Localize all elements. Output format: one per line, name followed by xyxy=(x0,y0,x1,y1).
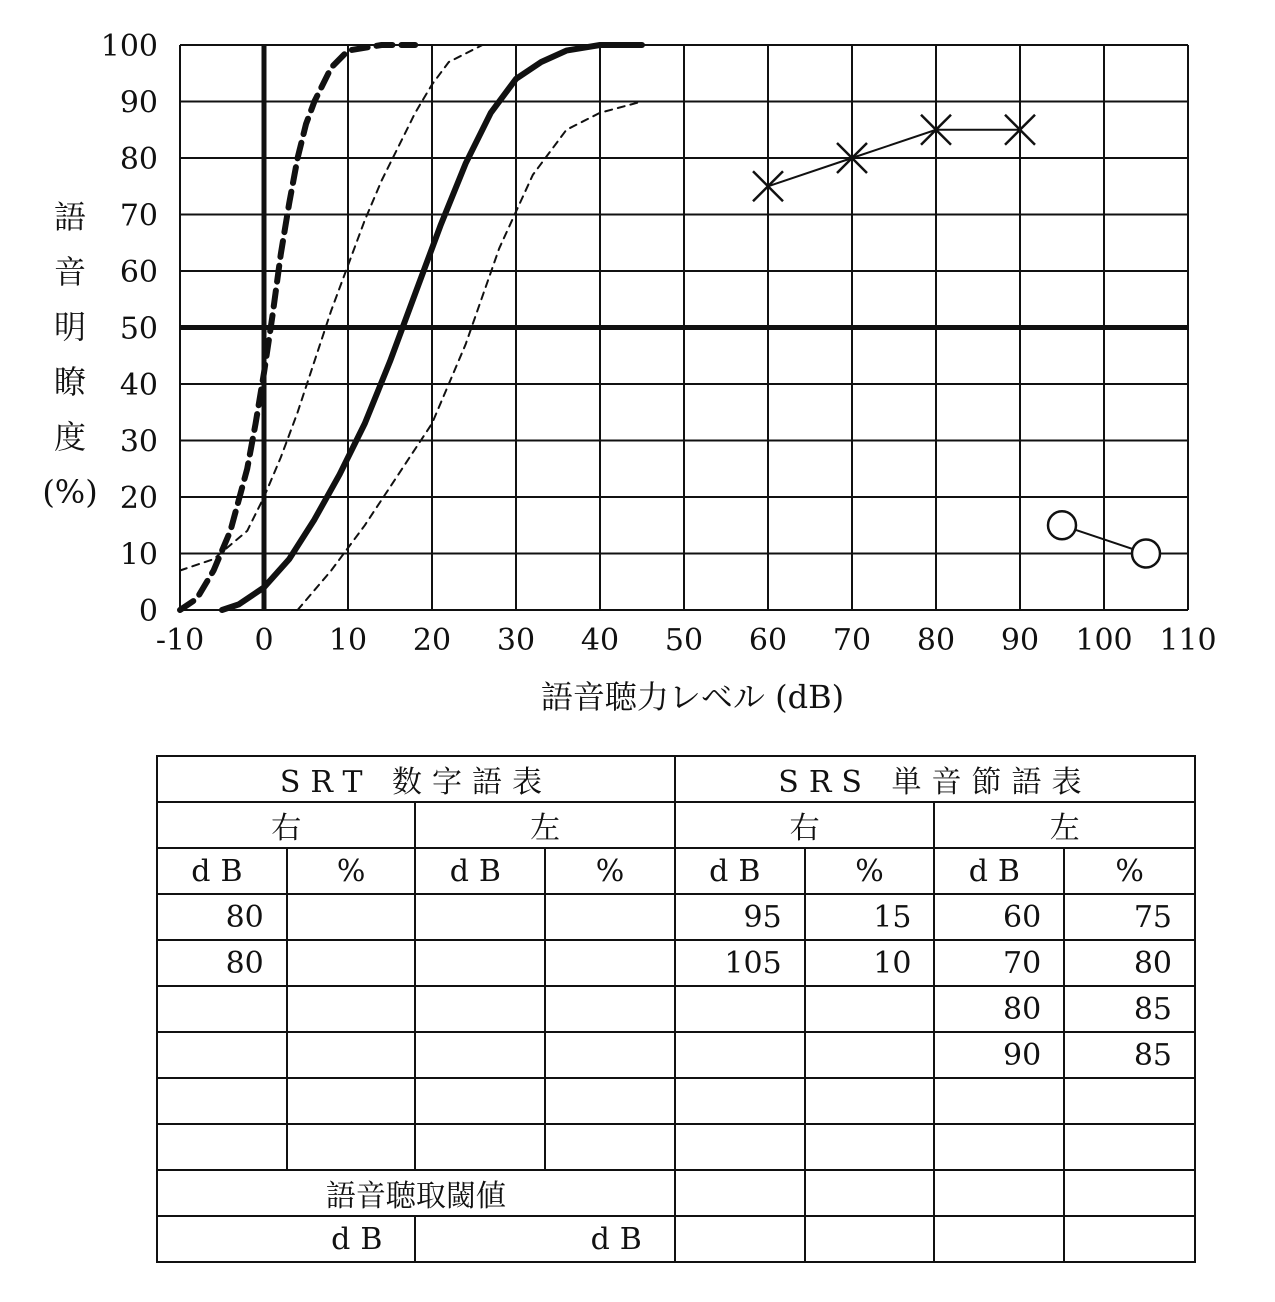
empty-cell xyxy=(934,1078,1064,1124)
table-row xyxy=(157,1216,1195,1262)
x-tick-label: 110 xyxy=(1159,623,1217,658)
srt-right-db-cell: 80 xyxy=(157,894,287,940)
threshold-left-db: dB xyxy=(415,1216,674,1262)
col-header-pct: % xyxy=(1064,848,1195,894)
table-row xyxy=(157,894,1195,940)
empty-cell xyxy=(805,986,935,1032)
x-tick-label: 30 xyxy=(496,623,536,658)
table-row xyxy=(157,1032,1195,1078)
y-tick-label: 0 xyxy=(138,594,158,629)
srs-left-db-cell: 90 xyxy=(934,1032,1064,1078)
empty-cell xyxy=(157,1078,287,1124)
empty-cell xyxy=(415,940,545,986)
srs-right-db-cell: 95 xyxy=(675,894,805,940)
empty-cell xyxy=(287,986,416,1032)
empty-cell xyxy=(157,1124,287,1170)
x-tick-label: 90 xyxy=(1000,623,1040,658)
empty-cell xyxy=(157,1032,287,1078)
x-tick-label: 20 xyxy=(412,623,452,658)
empty-cell xyxy=(934,1124,1064,1170)
results-table xyxy=(156,755,1196,1263)
y-axis-label-char: 瞭 xyxy=(53,363,86,401)
empty-cell xyxy=(805,1124,935,1170)
y-tick-label: 20 xyxy=(119,481,158,516)
empty-cell xyxy=(1064,1170,1195,1216)
empty-cell xyxy=(1064,1078,1195,1124)
table-row xyxy=(157,1078,1195,1124)
srt-left-header: 左 xyxy=(415,802,674,848)
x-tick-label: 40 xyxy=(580,623,620,658)
srs-right-pct-cell: 15 xyxy=(805,894,935,940)
srs-left-pct-cell: 85 xyxy=(1064,1032,1195,1078)
empty-cell xyxy=(415,986,545,1032)
empty-cell xyxy=(545,894,675,940)
srs-right-db-cell: 105 xyxy=(675,940,805,986)
empty-cell xyxy=(934,1216,1064,1262)
x-axis-label-wrap xyxy=(0,672,1275,718)
x-tick-label: -10 xyxy=(155,623,205,658)
table-row xyxy=(157,986,1195,1032)
srs-left-db-cell: 70 xyxy=(934,940,1064,986)
srs-left-pct-cell: 80 xyxy=(1064,940,1195,986)
empty-cell xyxy=(287,1078,416,1124)
x-tick-label: 100 xyxy=(1075,623,1133,658)
y-axis-label-char: 明 xyxy=(53,308,86,346)
empty-cell xyxy=(805,1216,935,1262)
col-header-pct: % xyxy=(805,848,935,894)
x-tick-label: 50 xyxy=(664,623,704,658)
col-header-db: dB xyxy=(415,848,545,894)
data-point-o xyxy=(1048,511,1076,539)
srs-right-header: 右 xyxy=(675,802,935,848)
empty-cell xyxy=(675,1216,805,1262)
col-header-db: dB xyxy=(934,848,1064,894)
y-tick-label: 30 xyxy=(119,424,158,460)
srt-right-header: 右 xyxy=(157,802,415,848)
x-tick-label: 60 xyxy=(748,623,788,658)
x-tick-label: 80 xyxy=(916,623,956,658)
y-tick-label: 90 xyxy=(119,85,158,121)
empty-cell xyxy=(545,940,675,986)
srs-left-db-cell: 60 xyxy=(934,894,1064,940)
threshold-right-db: dB xyxy=(157,1216,415,1262)
empty-cell xyxy=(675,1124,805,1170)
table-row xyxy=(157,1170,1195,1216)
col-header-db: dB xyxy=(157,848,287,894)
y-tick-label: 80 xyxy=(119,142,158,177)
x-tick-label: 10 xyxy=(328,623,368,658)
srs-right-pct-cell: 10 xyxy=(805,940,935,986)
threshold-label: 語音聴取閾値 xyxy=(157,1170,675,1216)
empty-cell xyxy=(675,986,805,1032)
empty-cell xyxy=(287,894,416,940)
srs-left-db-cell: 80 xyxy=(934,986,1064,1032)
empty-cell xyxy=(805,1078,935,1124)
y-tick-label: 10 xyxy=(119,537,158,573)
empty-cell xyxy=(934,1170,1064,1216)
empty-cell xyxy=(805,1170,935,1216)
empty-cell xyxy=(545,1078,675,1124)
empty-cell xyxy=(287,1124,416,1170)
data-point-o xyxy=(1132,540,1160,568)
y-tick-label: 50 xyxy=(119,311,158,347)
data-series xyxy=(753,115,1160,568)
empty-cell xyxy=(545,986,675,1032)
empty-cell xyxy=(287,1032,416,1078)
srs-left-pct-cell: 75 xyxy=(1064,894,1195,940)
x-tick-label: 70 xyxy=(832,623,872,658)
empty-cell xyxy=(415,894,545,940)
srt-right-db-cell: 80 xyxy=(157,940,287,986)
table-row xyxy=(157,1124,1195,1170)
empty-cell xyxy=(415,1032,545,1078)
col-header-db: dB xyxy=(675,848,805,894)
empty-cell xyxy=(675,1032,805,1078)
y-axis-label-char: 度 xyxy=(53,418,86,456)
table-row xyxy=(157,940,1195,986)
y-tick-label: 40 xyxy=(119,368,158,403)
y-tick-label: 100 xyxy=(100,29,158,64)
y-tick-label: 70 xyxy=(119,198,158,234)
empty-cell xyxy=(415,1078,545,1124)
srs-title: SRS 単音節語表 xyxy=(675,756,1195,802)
x-tick-label: 0 xyxy=(254,623,274,658)
empty-cell xyxy=(675,1170,805,1216)
empty-cell xyxy=(545,1032,675,1078)
srt-title: SRT 数字語表 xyxy=(157,756,675,802)
empty-cell xyxy=(545,1124,675,1170)
srs-left-header: 左 xyxy=(934,802,1195,848)
chart-grid xyxy=(180,45,1188,610)
y-axis-label-char: (%) xyxy=(42,473,98,511)
empty-cell xyxy=(415,1124,545,1170)
empty-cell xyxy=(675,1078,805,1124)
srs-left-pct-cell: 85 xyxy=(1064,986,1195,1032)
empty-cell xyxy=(1064,1216,1195,1262)
empty-cell xyxy=(1064,1124,1195,1170)
reference-curve-thin-dashed xyxy=(298,102,642,611)
col-header-pct: % xyxy=(545,848,675,894)
y-axis-label xyxy=(40,190,100,520)
y-axis-label-char: 音 xyxy=(53,253,86,291)
empty-cell xyxy=(805,1032,935,1078)
col-header-pct: % xyxy=(287,848,416,894)
empty-cell xyxy=(287,940,416,986)
x-axis-label: 語音聴力レベル (dB) xyxy=(540,678,845,716)
y-tick-label: 60 xyxy=(119,255,158,290)
empty-cell xyxy=(157,986,287,1032)
y-axis-label-char: 語 xyxy=(53,198,86,236)
